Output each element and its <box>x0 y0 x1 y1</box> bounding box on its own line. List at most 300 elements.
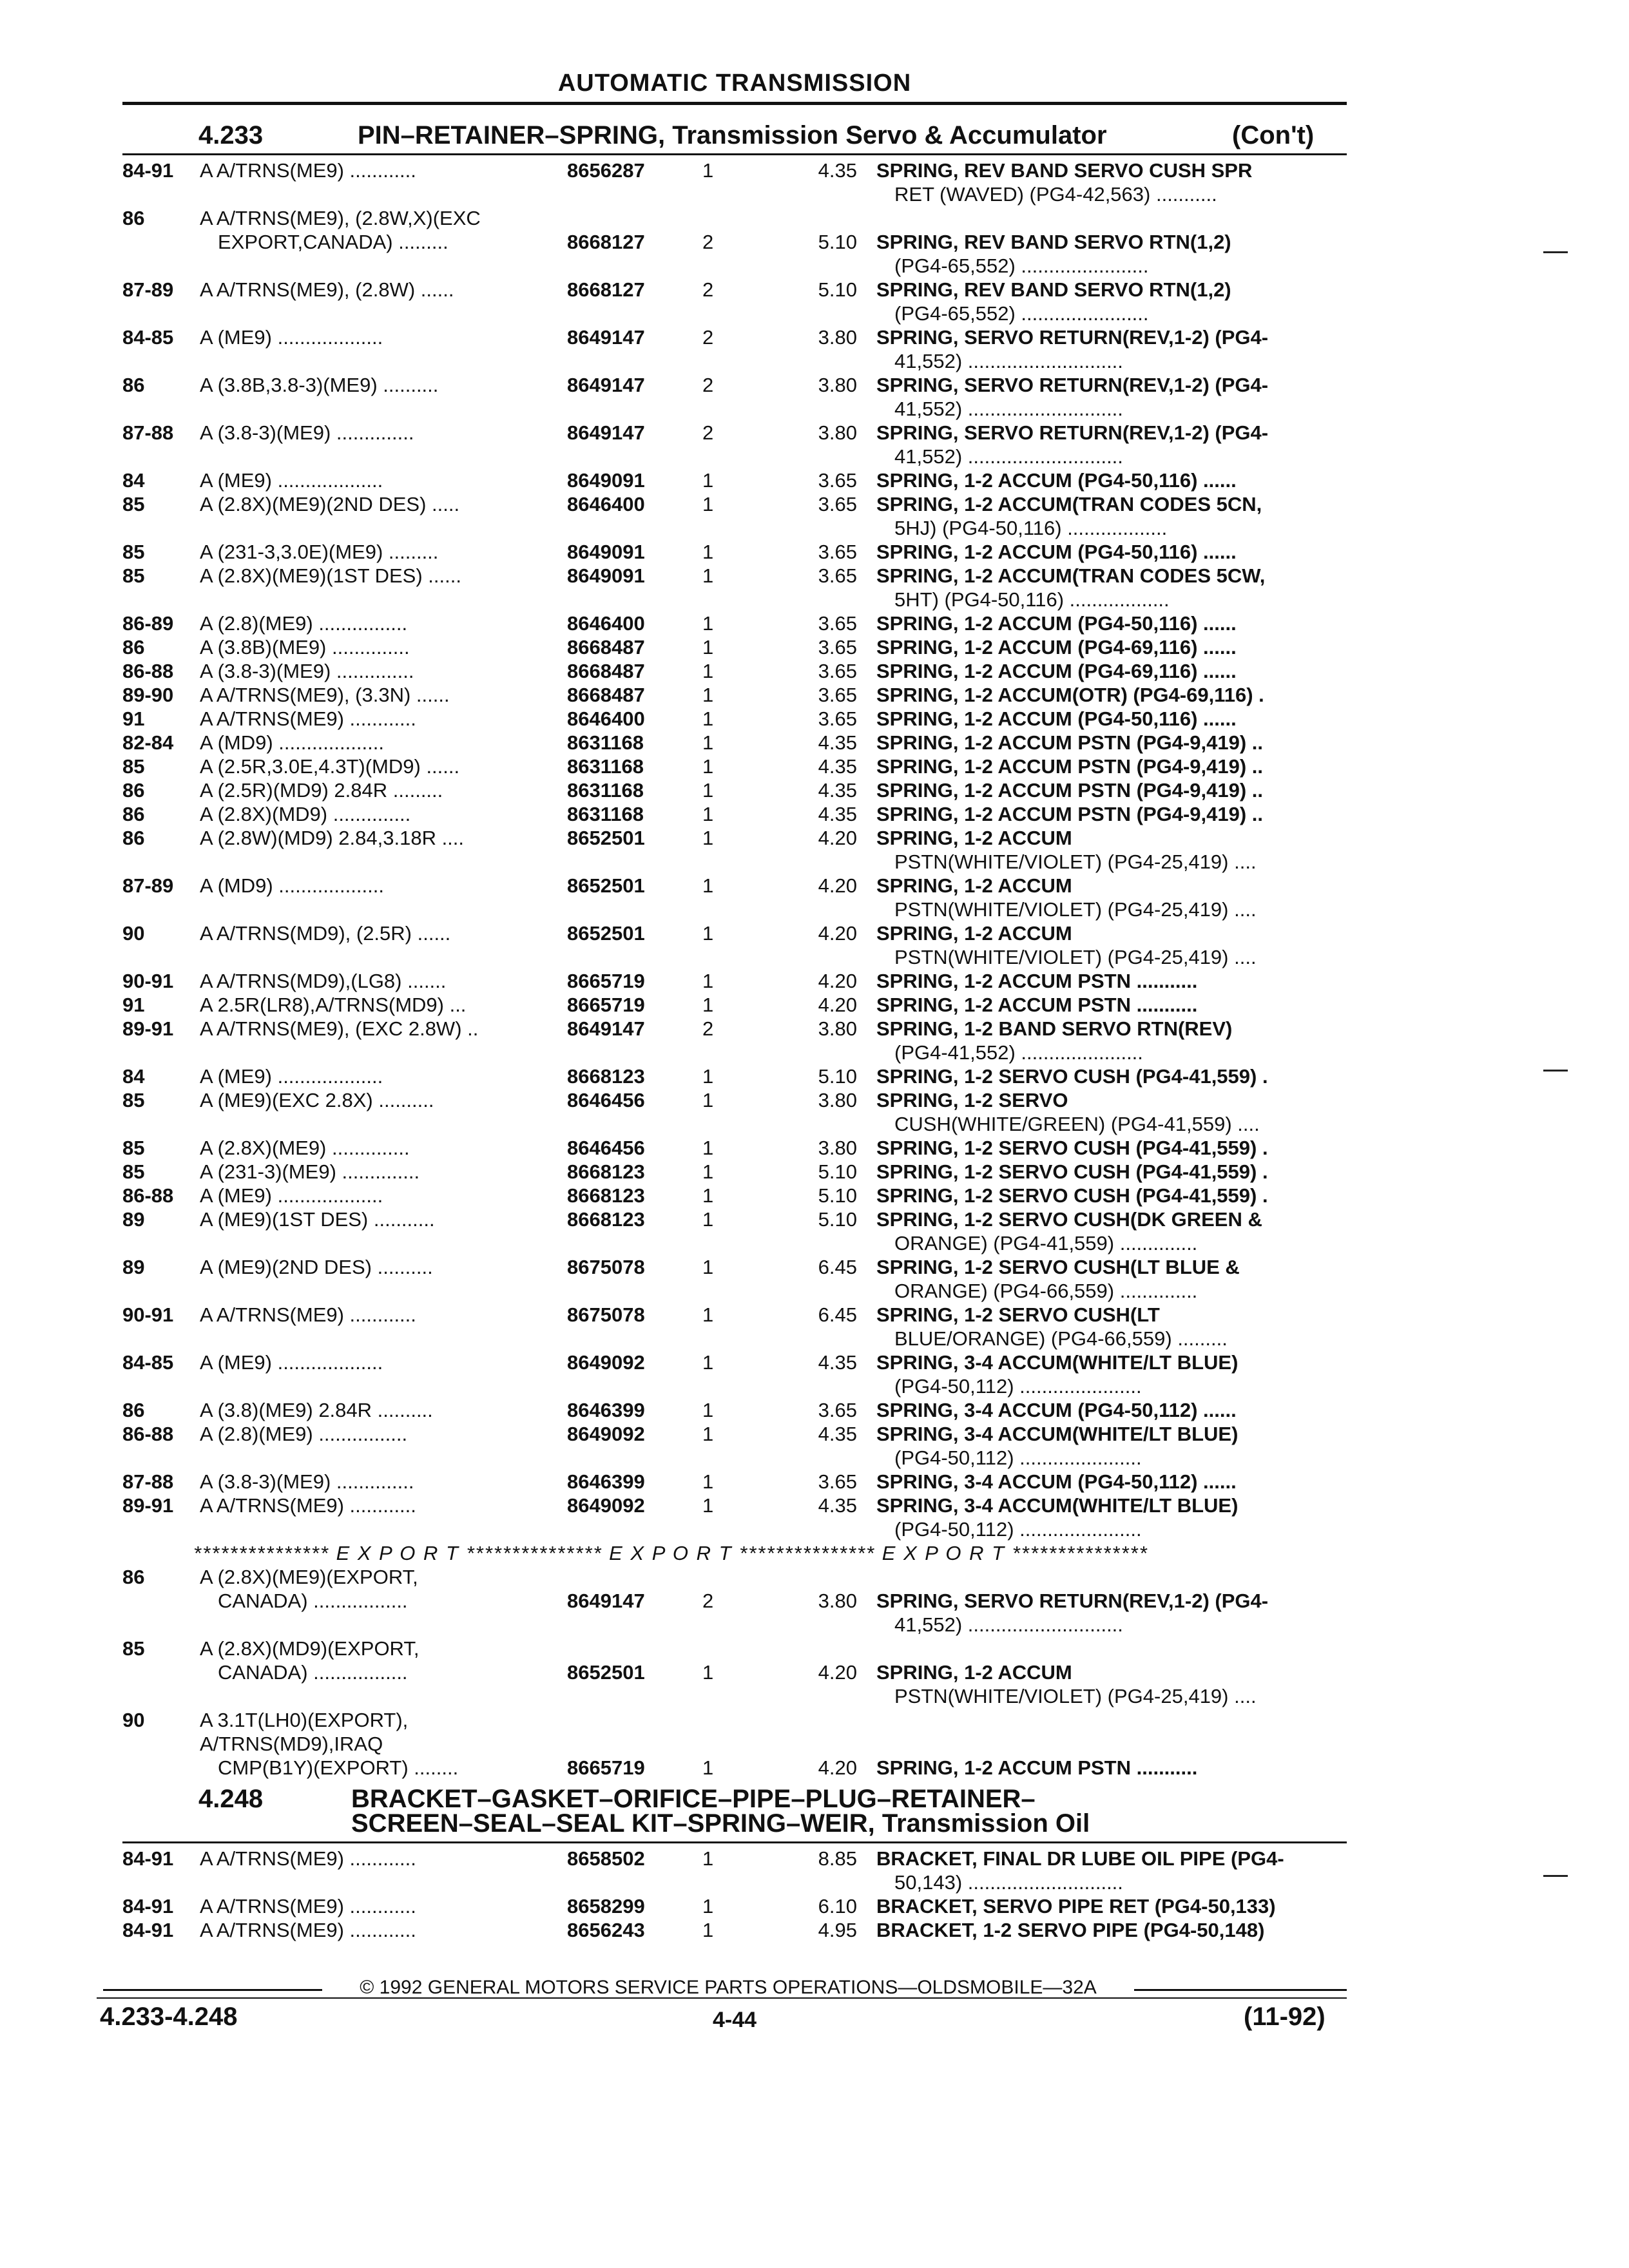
quantity: 1 <box>702 707 714 730</box>
section-title: PIN–RETAINER–SPRING, Transmission Servo & Accumulator <box>358 121 1107 149</box>
application <box>200 707 548 731</box>
price: 3.80 <box>818 1089 857 1111</box>
description-line: SPRING, 1-2 ACCUM <box>876 922 1072 945</box>
section-number: 4.248 <box>198 1785 264 1813</box>
part-number: 8649092 <box>567 1423 645 1445</box>
model-year: 84-91 <box>122 159 174 182</box>
description <box>876 1398 1340 1422</box>
quantity: 1 <box>702 922 714 945</box>
application <box>200 1350 548 1374</box>
price: 4.20 <box>818 1661 857 1684</box>
application-line: A (2.8)(ME9) ................ <box>200 1423 408 1445</box>
margin-mark <box>1543 1070 1568 1072</box>
application-line: A (3.8B,3.8-3)(ME9) .......... <box>200 374 439 396</box>
quantity: 1 <box>702 970 714 992</box>
application-line: A A/TRNS(ME9) ............ <box>200 159 416 182</box>
description <box>876 1589 1340 1637</box>
quantity: 1 <box>702 755 714 778</box>
description-line: SPRING, REV BAND SERVO RTN(1,2) <box>876 278 1231 301</box>
quantity: 1 <box>702 803 714 825</box>
part-number: 8631168 <box>567 803 644 825</box>
part-number: 8668487 <box>567 684 645 706</box>
application <box>200 921 548 945</box>
description <box>876 540 1340 564</box>
description-line: SPRING, 1-2 ACCUM PSTN ........... <box>876 1756 1198 1779</box>
application-line: A (ME9) ................... <box>200 326 383 349</box>
part-number: 8675078 <box>567 1256 645 1278</box>
model-year: 86 <box>122 374 145 396</box>
part-number: 8656287 <box>567 159 645 182</box>
description <box>876 1017 1340 1064</box>
model-year: 86-89 <box>122 612 174 635</box>
description-line: SPRING, REV BAND SERVO CUSH SPR <box>876 159 1253 182</box>
description-line: SPRING, 1-2 SERVO CUSH (PG4-41,559) . <box>876 1065 1268 1088</box>
quantity: 1 <box>702 1494 714 1517</box>
description <box>876 802 1340 826</box>
description <box>876 468 1340 492</box>
part-number: 8649147 <box>567 1590 645 1612</box>
quantity: 1 <box>702 1470 714 1493</box>
quantity: 2 <box>702 278 714 301</box>
description <box>876 492 1340 540</box>
application-line: A A/TRNS(ME9) ............ <box>200 1895 416 1917</box>
description <box>876 1303 1340 1350</box>
application-line: A (ME9) ................... <box>200 1184 383 1207</box>
part-number: 8646400 <box>567 493 645 515</box>
model-year: 85 <box>122 755 145 778</box>
application <box>200 468 548 492</box>
part-number: 8646399 <box>567 1470 645 1493</box>
application-line: A/TRNS(MD9),IRAQ <box>200 1733 383 1755</box>
part-number: 8668127 <box>567 231 645 253</box>
quantity: 1 <box>702 684 714 706</box>
description <box>876 731 1340 754</box>
price: 3.80 <box>818 421 857 444</box>
application <box>200 373 548 397</box>
application <box>200 1470 548 1494</box>
application <box>200 683 548 707</box>
description <box>876 1756 1340 1780</box>
application-line: A (3.8)(ME9) 2.84R .......... <box>200 1399 433 1421</box>
part-number: 8656243 <box>567 1919 645 1941</box>
description-line: 41,552) ............................ <box>894 1613 1123 1636</box>
application-line: A (2.8X)(ME9)(EXPORT, <box>200 1566 418 1588</box>
model-year: 86 <box>122 827 145 849</box>
section-number: 4.233 <box>198 121 264 149</box>
description <box>876 611 1340 635</box>
part-number: 8631168 <box>567 779 644 802</box>
application-line: A (2.8X)(MD9) .............. <box>200 803 411 825</box>
price: 3.65 <box>818 707 857 730</box>
description-line: SPRING, SERVO RETURN(REV,1-2) (PG4- <box>876 374 1269 396</box>
application <box>200 1088 548 1112</box>
application <box>200 778 548 802</box>
application <box>200 1918 548 1942</box>
price: 4.20 <box>818 922 857 945</box>
description-line: SPRING, 1-2 ACCUM PSTN (PG4-9,419) .. <box>876 803 1264 825</box>
description <box>876 1894 1340 1918</box>
application-line: A (2.8X)(MD9)(EXPORT, <box>200 1637 419 1660</box>
description <box>876 1350 1340 1398</box>
application-line: A (MD9) ................... <box>200 731 384 754</box>
price: 3.65 <box>818 469 857 492</box>
export-divider: *************** E X P O R T *************** E X P O R T *************** E X P O R T *************** <box>193 1542 1148 1564</box>
description-line: BRACKET, 1-2 SERVO PIPE (PG4-50,148) <box>876 1919 1265 1941</box>
description-line: SPRING, 3-4 ACCUM (PG4-50,112) ...... <box>876 1470 1237 1493</box>
application <box>200 826 548 850</box>
description-line: SPRING, 1-2 SERVO CUSH (PG4-41,559) . <box>876 1160 1268 1183</box>
part-number: 8668123 <box>567 1065 645 1088</box>
description-line: SPRING, 1-2 ACCUM(TRAN CODES 5CN, <box>876 493 1262 515</box>
price: 4.35 <box>818 779 857 802</box>
price: 4.20 <box>818 994 857 1016</box>
application <box>200 1637 548 1684</box>
description <box>876 993 1340 1017</box>
quantity: 1 <box>702 1756 714 1779</box>
application-line: A A/TRNS(ME9) ............ <box>200 1847 416 1870</box>
model-year: 85 <box>122 1089 145 1111</box>
page-header: AUTOMATIC TRANSMISSION <box>557 70 912 97</box>
description-line: SPRING, SERVO RETURN(REV,1-2) (PG4- <box>876 326 1269 349</box>
part-number: 8665719 <box>567 970 645 992</box>
price: 4.35 <box>818 1351 857 1374</box>
application <box>200 1136 548 1160</box>
model-year: 86 <box>122 779 145 802</box>
margin-mark <box>1543 1875 1568 1877</box>
price: 4.20 <box>818 970 857 992</box>
price: 3.65 <box>818 612 857 635</box>
description <box>876 1255 1340 1303</box>
price: 3.65 <box>818 541 857 563</box>
model-year: 89-91 <box>122 1017 174 1040</box>
price: 3.80 <box>818 374 857 396</box>
application <box>200 731 548 754</box>
application-line: A (3.8-3)(ME9) .............. <box>200 1470 414 1493</box>
description-line: SPRING, 1-2 SERVO CUSH(LT BLUE & <box>876 1256 1240 1278</box>
description-line: SPRING, 1-2 ACCUM(TRAN CODES 5CW, <box>876 564 1266 587</box>
part-number: 8649092 <box>567 1494 645 1517</box>
description <box>876 1918 1340 1942</box>
price: 4.35 <box>818 731 857 754</box>
part-number: 8668123 <box>567 1208 645 1231</box>
quantity: 1 <box>702 1256 714 1278</box>
description <box>876 1207 1340 1255</box>
price: 8.85 <box>818 1847 857 1870</box>
description-line: SPRING, 1-2 ACCUM(OTR) (PG4-69,116) . <box>876 684 1264 706</box>
description-line: SPRING, 1-2 ACCUM PSTN (PG4-9,419) .. <box>876 755 1264 778</box>
quantity: 1 <box>702 1184 714 1207</box>
description <box>876 1064 1340 1088</box>
application-line: A (3.8B)(ME9) .............. <box>200 636 410 658</box>
price: 5.10 <box>818 1208 857 1231</box>
model-year: 90-91 <box>122 1303 174 1326</box>
part-number: 8668127 <box>567 278 645 301</box>
description-line: PSTN(WHITE/VIOLET) (PG4-25,419) .... <box>894 898 1257 921</box>
model-year: 90-91 <box>122 970 174 992</box>
description <box>876 826 1340 874</box>
application <box>200 540 548 564</box>
application-line: A A/TRNS(MD9), (2.5R) ...... <box>200 922 451 945</box>
application <box>200 1398 548 1422</box>
quantity: 2 <box>702 374 714 396</box>
application-line: A A/TRNS(ME9) ............ <box>200 707 416 730</box>
description <box>876 707 1340 731</box>
part-number: 8649091 <box>567 564 645 587</box>
description-line: (PG4-50,112) ...................... <box>894 1446 1142 1469</box>
part-number: 8649147 <box>567 326 645 349</box>
price: 3.80 <box>818 1137 857 1159</box>
part-number: 8649092 <box>567 1351 645 1374</box>
model-year: 89 <box>122 1256 145 1278</box>
price: 3.80 <box>818 326 857 349</box>
description-line: 5HT) (PG4-50,116) .................. <box>894 588 1170 611</box>
quantity: 1 <box>702 493 714 515</box>
quantity: 1 <box>702 779 714 802</box>
price: 3.65 <box>818 660 857 682</box>
quantity: 2 <box>702 231 714 253</box>
description-line: SPRING, 1-2 SERVO CUSH (PG4-41,559) . <box>876 1137 1268 1159</box>
application <box>200 325 548 349</box>
model-year: 84-91 <box>122 1895 174 1917</box>
model-year: 86-88 <box>122 660 174 682</box>
application-line: A (231-3,3.0E)(ME9) ......... <box>200 541 439 563</box>
model-year: 86-88 <box>122 1423 174 1445</box>
description <box>876 874 1340 921</box>
price: 3.65 <box>818 564 857 587</box>
model-year: 85 <box>122 1637 145 1660</box>
description <box>876 325 1340 373</box>
model-year: 86 <box>122 636 145 658</box>
description-line: 5HJ) (PG4-50,116) .................. <box>894 517 1168 539</box>
price: 5.10 <box>818 231 857 253</box>
description <box>876 778 1340 802</box>
model-year: 87-88 <box>122 421 174 444</box>
application <box>200 611 548 635</box>
price: 5.10 <box>818 1184 857 1207</box>
description-line: PSTN(WHITE/VIOLET) (PG4-25,419) .... <box>894 1685 1257 1707</box>
description-line: SPRING, 1-2 SERVO CUSH (PG4-41,559) . <box>876 1184 1268 1207</box>
description-line: SPRING, 1-2 ACCUM <box>876 1661 1072 1684</box>
application-line: A (ME9) ................... <box>200 469 383 492</box>
quantity: 1 <box>702 1847 714 1870</box>
description-line: SPRING, 1-2 ACCUM PSTN (PG4-9,419) .. <box>876 779 1264 802</box>
application <box>200 754 548 778</box>
application-line: A (2.8W)(MD9) 2.84,3.18R .... <box>200 827 465 849</box>
application-line: A (2.8X)(ME9)(1ST DES) ...... <box>200 564 461 587</box>
model-year: 84 <box>122 1065 145 1088</box>
description <box>876 635 1340 659</box>
description-line: (PG4-41,552) ...................... <box>894 1041 1143 1064</box>
description-line: 50,143) ............................ <box>894 1871 1123 1894</box>
application <box>200 1303 548 1327</box>
model-year: 87-89 <box>122 278 174 301</box>
application-line: A A/TRNS(ME9), (2.8W) ...... <box>200 278 454 301</box>
quantity: 1 <box>702 1303 714 1326</box>
description-line: SPRING, 1-2 ACCUM PSTN (PG4-9,419) .. <box>876 731 1264 754</box>
price: 4.35 <box>818 755 857 778</box>
description <box>876 278 1340 325</box>
application-line: EXPORT,CANADA) ......... <box>218 231 448 253</box>
description-line: SPRING, 1-2 ACCUM (PG4-69,116) ...... <box>876 636 1237 658</box>
price: 3.80 <box>818 1590 857 1612</box>
application <box>200 969 548 993</box>
description-line: SPRING, 3-4 ACCUM(WHITE/LT BLUE) <box>876 1423 1239 1445</box>
application-line: A A/TRNS(ME9) ............ <box>200 1494 416 1517</box>
application-line: A 3.1T(LH0)(EXPORT), <box>200 1709 409 1731</box>
price: 4.20 <box>818 1756 857 1779</box>
application-line: A A/TRNS(ME9) ............ <box>200 1919 416 1941</box>
description-line: CUSH(WHITE/GREEN) (PG4-41,559) .... <box>894 1113 1260 1135</box>
price: 6.10 <box>818 1895 857 1917</box>
application-line: A (2.5R)(MD9) 2.84R ......... <box>200 779 443 802</box>
description-line: SPRING, 1-2 ACCUM PSTN ........... <box>876 994 1198 1016</box>
price: 4.35 <box>818 1423 857 1445</box>
application <box>200 278 548 302</box>
price: 4.35 <box>818 1494 857 1517</box>
description <box>876 1847 1340 1894</box>
application-line: A (3.8-3)(ME9) .............. <box>200 660 414 682</box>
application <box>200 159 548 182</box>
part-number: 8649147 <box>567 1017 645 1040</box>
description-line: ORANGE) (PG4-66,559) .............. <box>894 1280 1198 1302</box>
price: 4.35 <box>818 803 857 825</box>
model-year: 87-88 <box>122 1470 174 1493</box>
description-line: SPRING, 1-2 ACCUM (PG4-50,116) ...... <box>876 707 1237 730</box>
model-year: 82-84 <box>122 731 174 754</box>
part-number: 8646399 <box>567 1399 645 1421</box>
model-year: 87-89 <box>122 874 174 897</box>
application-line: A (ME9)(EXC 2.8X) .......... <box>200 1089 434 1111</box>
quantity: 1 <box>702 1895 714 1917</box>
footer-rule <box>103 1989 322 1991</box>
application-line: A (231-3)(ME9) .............. <box>200 1160 420 1183</box>
model-year: 86 <box>122 207 145 229</box>
part-number: 8668123 <box>567 1160 645 1183</box>
price: 4.20 <box>818 874 857 897</box>
description-line: 41,552) ............................ <box>894 445 1123 468</box>
quantity: 1 <box>702 1351 714 1374</box>
description <box>876 1136 1340 1160</box>
application-line: A (3.8-3)(ME9) .............. <box>200 421 414 444</box>
description-line: (PG4-50,112) ...................... <box>894 1375 1142 1398</box>
model-year: 85 <box>122 1137 145 1159</box>
quantity: 1 <box>702 660 714 682</box>
model-year: 85 <box>122 564 145 587</box>
application-line: A (ME9)(1ST DES) ........... <box>200 1208 435 1231</box>
price: 4.95 <box>818 1919 857 1941</box>
price: 3.65 <box>818 636 857 658</box>
part-number: 8631168 <box>567 755 644 778</box>
description <box>876 1184 1340 1207</box>
part-number: 8649147 <box>567 374 645 396</box>
description-line: (PG4-65,552) ....................... <box>894 255 1149 277</box>
application-line: A (2.8)(ME9) ................ <box>200 612 408 635</box>
description-line: SPRING, 1-2 ACCUM <box>876 827 1072 849</box>
description <box>876 1494 1340 1541</box>
description <box>876 564 1340 611</box>
application-line: A (ME9) ................... <box>200 1065 383 1088</box>
description-line: (PG4-65,552) ....................... <box>894 302 1149 325</box>
quantity: 2 <box>702 1590 714 1612</box>
application <box>200 1894 548 1918</box>
margin-mark <box>1543 251 1568 253</box>
application-line: A A/TRNS(ME9), (EXC 2.8W) .. <box>200 1017 479 1040</box>
description-line: BRACKET, SERVO PIPE RET (PG4-50,133) <box>876 1895 1276 1917</box>
description-line: PSTN(WHITE/VIOLET) (PG4-25,419) .... <box>894 946 1257 968</box>
description-line: SPRING, SERVO RETURN(REV,1-2) (PG4- <box>876 421 1269 444</box>
description-line: SPRING, 1-2 BAND SERVO RTN(REV) <box>876 1017 1233 1040</box>
application <box>200 874 548 898</box>
quantity: 2 <box>702 421 714 444</box>
description-line: SPRING, REV BAND SERVO RTN(1,2) <box>876 231 1231 253</box>
price: 3.65 <box>818 1399 857 1421</box>
part-number: 8665719 <box>567 994 645 1016</box>
description <box>876 373 1340 421</box>
description <box>876 754 1340 778</box>
price: 3.80 <box>818 1017 857 1040</box>
description <box>876 1088 1340 1136</box>
description-line: SPRING, 1-2 ACCUM (PG4-50,116) ...... <box>876 612 1237 635</box>
price: 5.10 <box>818 1160 857 1183</box>
description-line: RET (WAVED) (PG4-42,563) ........... <box>894 183 1217 206</box>
application <box>200 1160 548 1184</box>
description-line: (PG4-50,112) ...................... <box>894 1518 1142 1541</box>
quantity: 1 <box>702 159 714 182</box>
application-line: CANADA) ................. <box>218 1590 408 1612</box>
model-year: 89-91 <box>122 1494 174 1517</box>
revision-date: (11-92) <box>1244 2003 1325 2031</box>
application-line: A (2.5R,3.0E,4.3T)(MD9) ...... <box>200 755 460 778</box>
quantity: 2 <box>702 1017 714 1040</box>
price: 6.45 <box>818 1256 857 1278</box>
part-number: 8649147 <box>567 421 645 444</box>
description <box>876 159 1340 206</box>
application-line: A (MD9) ................... <box>200 874 384 897</box>
model-year: 90 <box>122 922 145 945</box>
part-number: 8665719 <box>567 1756 645 1779</box>
model-year: 85 <box>122 493 145 515</box>
part-number: 8646400 <box>567 707 645 730</box>
quantity: 1 <box>702 469 714 492</box>
application <box>200 659 548 683</box>
quantity: 1 <box>702 1089 714 1111</box>
description-line: SPRING, 1-2 ACCUM (PG4-69,116) ...... <box>876 660 1237 682</box>
application-line: A (2.8X)(ME9) .............. <box>200 1137 410 1159</box>
part-number: 8652501 <box>567 874 645 897</box>
model-year: 91 <box>122 994 145 1016</box>
application <box>200 1422 548 1446</box>
price: 5.10 <box>818 278 857 301</box>
part-number: 8646456 <box>567 1137 645 1159</box>
application-line: A A/TRNS(ME9), (3.3N) ...... <box>200 684 450 706</box>
quantity: 1 <box>702 1065 714 1088</box>
quantity: 1 <box>702 1160 714 1183</box>
part-number: 8649091 <box>567 469 645 492</box>
application-line: CMP(B1Y)(EXPORT) ........ <box>218 1756 459 1779</box>
part-number: 8658502 <box>567 1847 645 1870</box>
quantity: 1 <box>702 612 714 635</box>
section-continued: (Con't) <box>1232 121 1315 149</box>
model-year: 84-91 <box>122 1847 174 1870</box>
description <box>876 1422 1340 1470</box>
application-line: A (ME9)(2ND DES) .......... <box>200 1256 433 1278</box>
description <box>876 230 1340 278</box>
part-number: 8646456 <box>567 1089 645 1111</box>
application <box>200 1255 548 1279</box>
description <box>876 921 1340 969</box>
description <box>876 659 1340 683</box>
description-line: SPRING, SERVO RETURN(REV,1-2) (PG4- <box>876 1590 1269 1612</box>
